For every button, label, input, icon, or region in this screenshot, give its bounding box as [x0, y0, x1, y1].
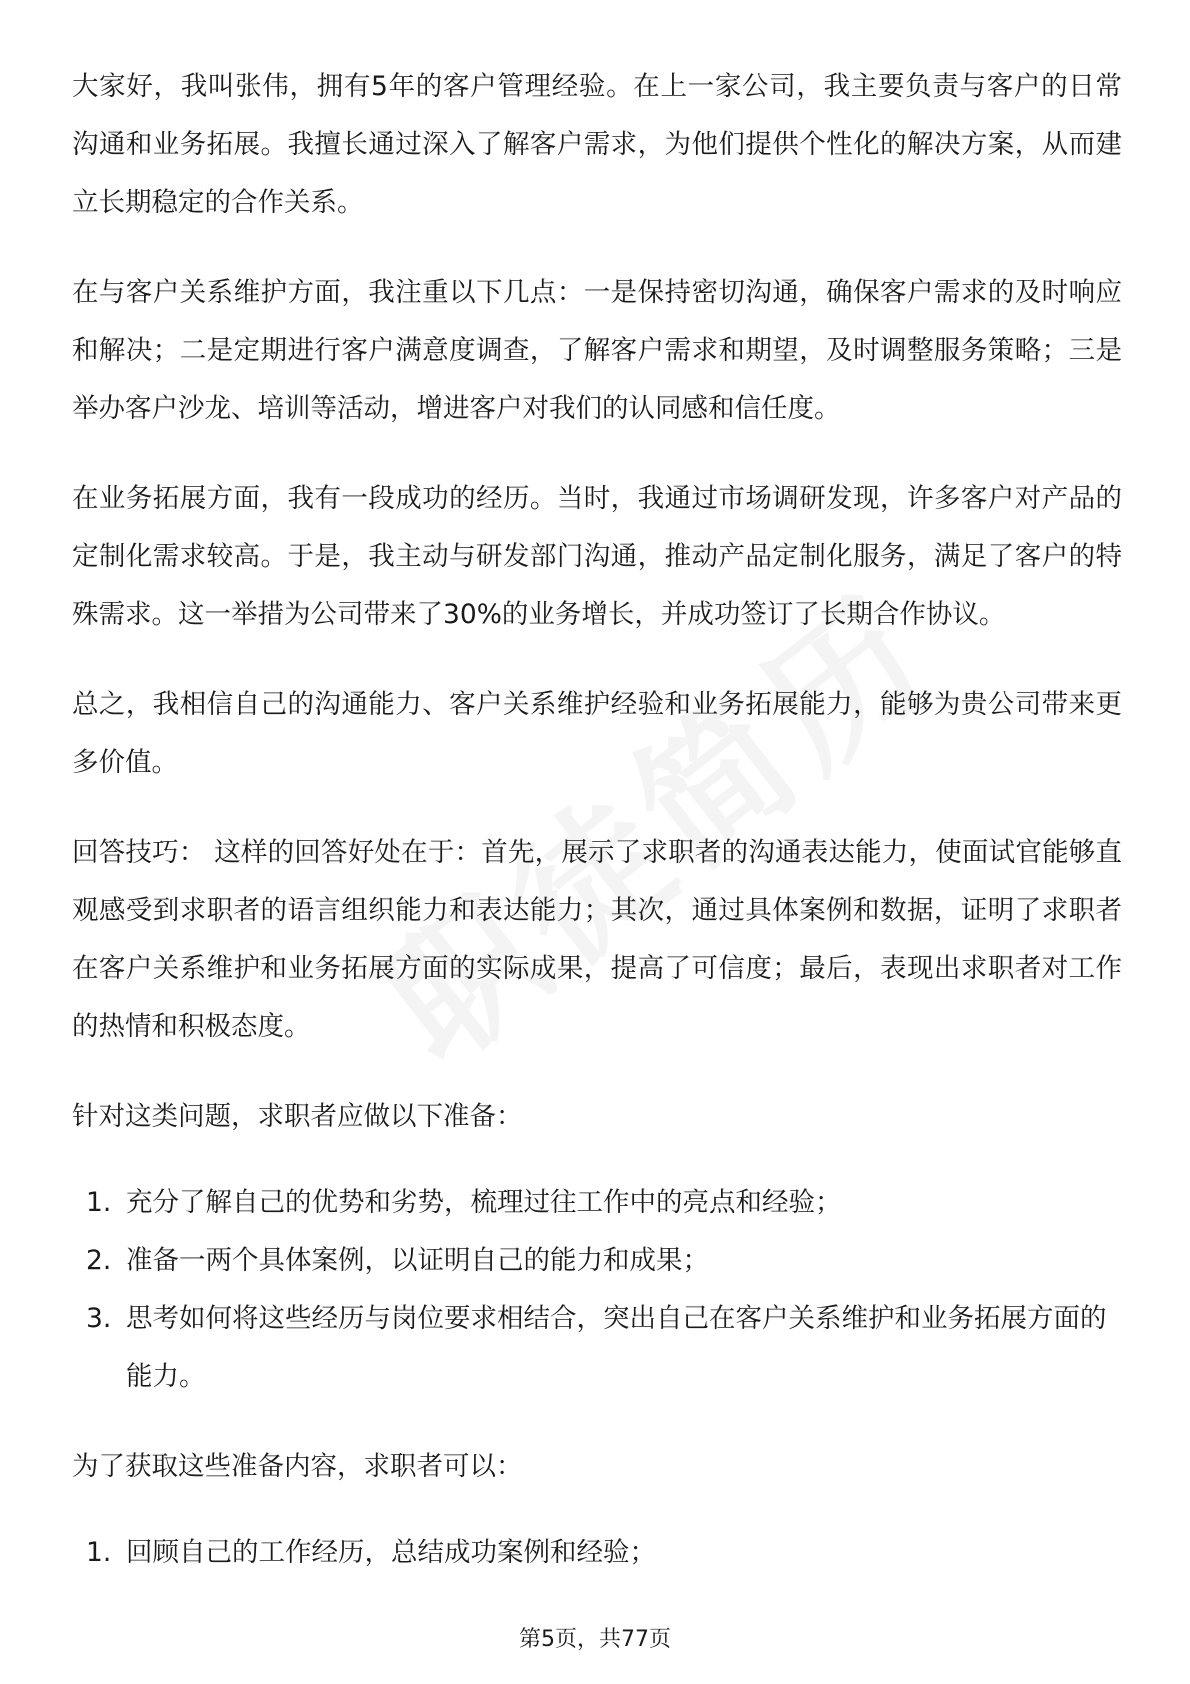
paragraph-answer-tips: 回答技巧： 这样的回答好处在于：首先，展示了求职者的沟通表达能力，使面试官能够直观感受到求职者的语言组织能力和表达能力；其次，通过具体案例和数据，证明了求职者在客户关系维护和业务拓展方面的实际成果，提高了可信度；最后，表现出求职者对工作的热情和积极态度。 [72, 837, 1122, 1042]
list-number: 2. [86, 1245, 112, 1276]
list-number: 1. [86, 1537, 112, 1568]
paragraph-business-expansion: 在业务拓展方面，我有一段成功的经历。当时，我通过市场调研发现，许多客户对产品的定制化需求较高。于是，我主动与研发部门沟通，推动产品定制化服务，满足了客户的特殊需求。这一举措为公司带来了30%的业务增长，并成功签订了长期合作协议。 [72, 483, 1122, 630]
document-body [72, 58, 1122, 1614]
list-text: 思考如何将这些经历与岗位要求相结合，突出自己在客户关系维护和业务拓展方面的能力。 [126, 1303, 1107, 1392]
page-number-footer: 第5页，共77页 [519, 1627, 671, 1652]
prep-list [72, 1174, 1122, 1406]
list-number: 3. [86, 1303, 112, 1334]
prep-intro: 针对这类问题，求职者应做以下准备： [72, 1101, 523, 1132]
list-text: 回顾自己的工作经历，总结成功案例和经验； [126, 1537, 656, 1568]
paragraph-summary: 总之，我相信自己的沟通能力、客户关系维护经验和业务拓展能力，能够为贵公司带来更多价值。 [72, 689, 1122, 778]
list-number: 1. [86, 1187, 112, 1218]
list-text: 充分了解自己的优势和劣势，梳理过往工作中的亮点和经验； [126, 1187, 842, 1218]
paragraph-relationship-maintenance: 在与客户关系维护方面，我注重以下几点：一是保持密切沟通，确保客户需求的及时响应和解决；二是定期进行客户满意度调查，了解客户需求和期望，及时调整服务策略；三是举办客户沙龙、培训等活动，增进客户对我们的认同感和信任度。 [72, 277, 1122, 424]
obtain-intro: 为了获取这些准备内容，求职者可以： [72, 1451, 523, 1482]
list-item [72, 1232, 1122, 1290]
obtain-list [72, 1524, 1122, 1582]
list-text: 准备一两个具体案例，以证明自己的能力和成果； [126, 1245, 709, 1276]
paragraph-self-intro: 大家好，我叫张伟，拥有5年的客户管理经验。在上一家公司，我主要负责与客户的日常沟通和业务拓展。我擅长通过深入了解客户需求，为他们提供个性化的解决方案，从而建立长期稳定的合作关系。 [72, 71, 1122, 218]
list-item [72, 1174, 1122, 1232]
list-item [72, 1524, 1122, 1582]
list-item [72, 1290, 1122, 1406]
